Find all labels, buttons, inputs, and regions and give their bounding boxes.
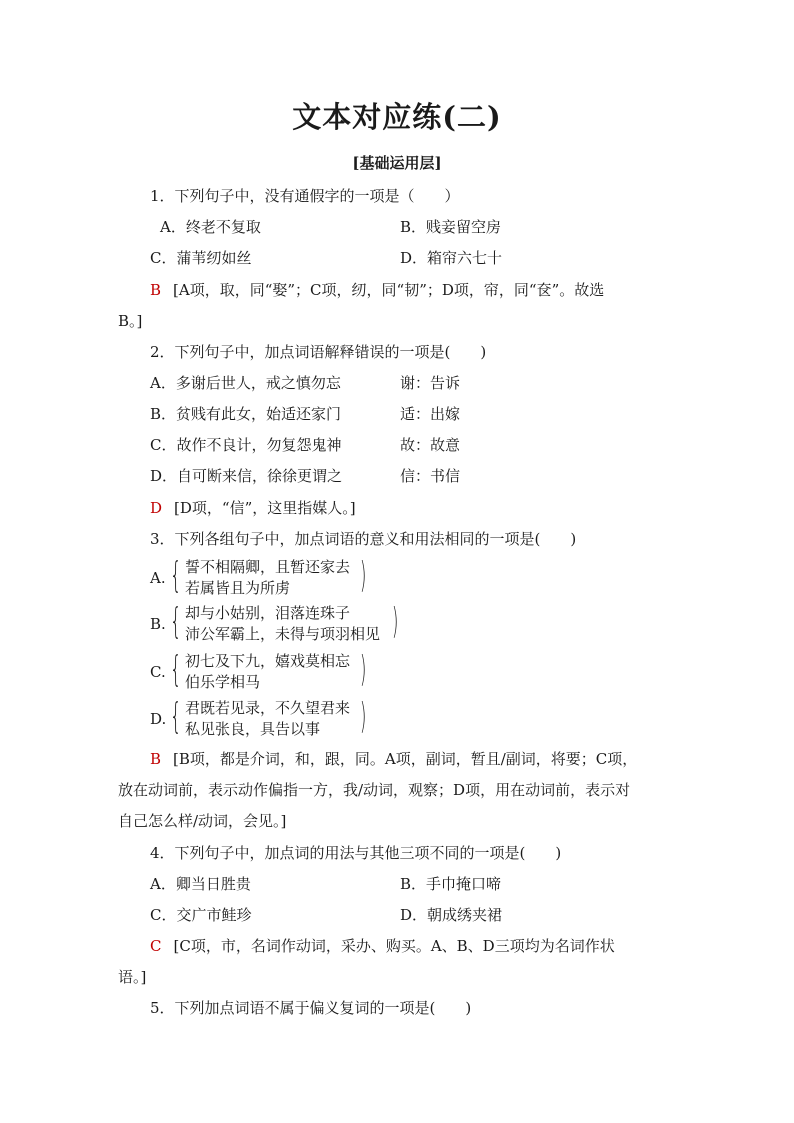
right-paren-icon: )	[360, 696, 367, 737]
q3-option-d-label: D.	[150, 710, 167, 728]
q3-option-d	[150, 697, 410, 741]
right-paren-icon: )	[360, 555, 367, 596]
q2-option-a-note: 谢：告诉	[400, 374, 461, 392]
q1-option-b: B．贱妾留空房	[400, 218, 502, 236]
right-paren-icon: )	[392, 601, 399, 642]
left-brace-icon: {	[170, 555, 182, 596]
q3-option-a	[150, 556, 410, 600]
q4-explanation-line	[150, 936, 615, 956]
q3-answer: B	[150, 750, 162, 768]
q2-option-b-note: 适：出嫁	[400, 405, 461, 423]
left-brace-icon: {	[170, 696, 182, 737]
q3-option-b	[150, 602, 410, 646]
q3-option-b-line2: 沛公军霸上，未得与项羽相见	[185, 625, 381, 643]
q1-stem: 1．下列句子中，没有通假字的一项是（ ）	[150, 187, 460, 205]
q1-option-a: A．终老不复取	[160, 218, 261, 236]
q2-option-a: A．多谢后世人，戒之慎勿忘	[150, 374, 341, 392]
section-heading: [基础运用层]	[352, 154, 442, 172]
q3-explanation-cont-2: 自己怎么样/动词，会见。]	[118, 812, 287, 830]
q2-option-d-note: 信：书信	[400, 467, 461, 485]
q3-option-c-label: C.	[150, 663, 166, 681]
q3-option-d-line2: 私见张良，具告以事	[185, 720, 321, 738]
q3-option-a-label: A.	[150, 569, 166, 587]
q3-option-b-line1: 却与小姑别，泪落连珠子	[185, 604, 351, 622]
left-brace-icon: {	[170, 649, 182, 690]
q1-explanation: [A项，取，同“娶”；C项，纫，同“韧”；D项，帘，同“奁”。故选	[173, 281, 605, 299]
q4-explanation-cont: 语。]	[118, 968, 147, 986]
q3-option-a-line2: 若属皆且为所虏	[185, 579, 291, 597]
q3-option-d-line1: 君既若见录，不久望君来	[185, 699, 351, 717]
q2-explanation-line	[150, 498, 356, 518]
q4-option-a: A．卿当日胜贵	[150, 875, 251, 893]
q1-option-c: C．蒲苇纫如丝	[150, 249, 252, 267]
q1-explanation-cont: B。]	[118, 312, 143, 330]
q4-explanation: [C项，市，名词作动词，采办、购买。A、B、D三项均为名词作状	[173, 937, 615, 955]
left-brace-icon: {	[170, 601, 182, 642]
q3-option-c-line1: 初七及下九，嬉戏莫相忘	[185, 652, 351, 670]
right-paren-icon: )	[360, 649, 367, 690]
q3-option-c-line2: 伯乐学相马	[185, 673, 261, 691]
q3-explanation-cont-1: 放在动词前，表示动作偏指一方，我/动词，观察；D项，用在动词前，表示对	[118, 781, 631, 799]
q3-stem: 3．下列各组句子中，加点词语的意义和用法相同的一项是( )	[150, 530, 577, 548]
q5-stem: 5．下列加点词语不属于偏义复词的一项是( )	[150, 999, 472, 1017]
q3-option-b-label: B.	[150, 615, 166, 633]
page-title: 文本对应练(二)	[292, 100, 502, 134]
q3-explanation: [B项，都是介词，和，跟，同。A项，副词，暂且/副词，将要；C项，	[173, 750, 638, 768]
q4-option-b: B．手巾掩口啼	[400, 875, 502, 893]
q3-option-c	[150, 650, 410, 694]
q3-option-a-line1: 誓不相隔卿，且暂还家去	[185, 558, 351, 576]
q4-answer: C	[150, 937, 162, 955]
q2-option-c: C．故作不良计，勿复怨鬼神	[150, 436, 342, 454]
q4-stem: 4．下列句子中，加点词的用法与其他三项不同的一项是( )	[150, 844, 562, 862]
q2-option-d: D．自可断来信，徐徐更谓之	[150, 467, 343, 485]
q1-option-d: D．箱帘六七十	[400, 249, 503, 267]
q4-option-d: D．朝成绣夹裙	[400, 906, 503, 924]
q1-answer: B	[150, 281, 162, 299]
q2-explanation: [D项，“信”，这里指媒人。]	[174, 499, 356, 517]
q2-option-b: B．贫贱有此女，始适还家门	[150, 405, 342, 423]
q1-explanation-line	[150, 280, 604, 300]
q2-option-c-note: 故：故意	[400, 436, 461, 454]
q4-option-c: C．交广市鲑珍	[150, 906, 252, 924]
q3-explanation-line	[150, 749, 637, 769]
q2-answer: D	[150, 499, 163, 517]
q2-stem: 2．下列句子中，加点词语解释错误的一项是( )	[150, 343, 487, 361]
